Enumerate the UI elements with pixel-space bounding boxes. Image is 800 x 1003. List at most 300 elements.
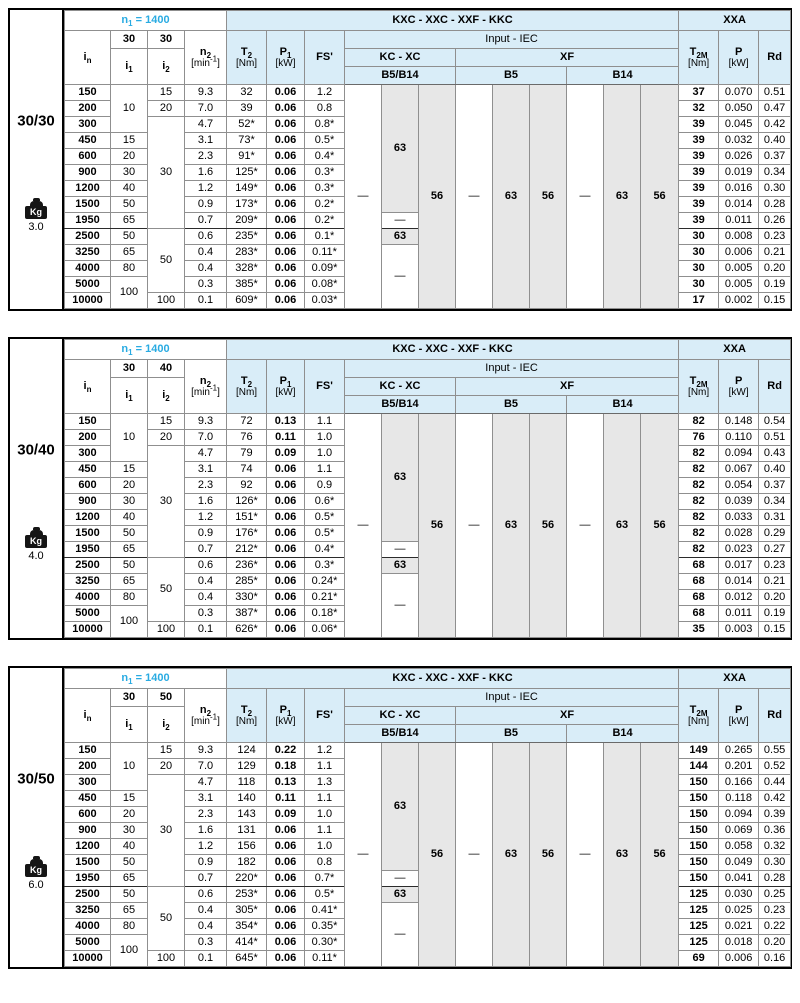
cell-fs: 0.35* — [305, 919, 345, 935]
cell-rd: 0.36 — [759, 823, 791, 839]
cell-in: 10000 — [65, 951, 111, 967]
cell-i1: 65 — [111, 245, 148, 261]
cell-p: 0.050 — [719, 101, 759, 117]
cell-t2m: 82 — [679, 478, 719, 494]
cell-in: 1500 — [65, 197, 111, 213]
cell-p: 0.094 — [719, 807, 759, 823]
cell-p: 0.032 — [719, 133, 759, 149]
cell-p1: 0.06 — [267, 197, 305, 213]
col-header-i1: $i_1$ — [111, 707, 148, 743]
weight-value: 4.0 — [28, 550, 44, 563]
cell-i2: 15 — [148, 414, 185, 430]
cell-p1: 0.06 — [267, 558, 305, 574]
cell-t2: 212* — [227, 542, 267, 558]
cell-n2: 0.3 — [185, 935, 227, 951]
cell-i1: 50 — [111, 887, 148, 903]
cell-in: 2500 — [65, 229, 111, 245]
cell-fs: 0.03* — [305, 293, 345, 309]
cell-i1: 40 — [111, 181, 148, 197]
cell-fs: 1.2 — [305, 743, 345, 759]
cell-fs: 0.4* — [305, 542, 345, 558]
cell-p: 0.003 — [719, 622, 759, 638]
cell-fs: 0.5* — [305, 526, 345, 542]
cell-t2m: 69 — [679, 951, 719, 967]
cell-i1: 80 — [111, 919, 148, 935]
cell-fs: 0.11* — [305, 951, 345, 967]
cell-in: 600 — [65, 478, 111, 494]
cell-t2: 126* — [227, 494, 267, 510]
kg-icon-body: Kg — [25, 535, 47, 548]
cell-i1: 65 — [111, 903, 148, 919]
cell-p: 0.018 — [719, 935, 759, 951]
cell-t2: 52* — [227, 117, 267, 133]
header-row-groups — [65, 31, 791, 49]
iec-motor-cell: — — [567, 743, 604, 967]
cell-p1: 0.09 — [267, 446, 305, 462]
cell-in: 1500 — [65, 526, 111, 542]
cell-p1: 0.11 — [267, 791, 305, 807]
table-block-30-30 — [8, 8, 792, 311]
table-row — [65, 414, 791, 430]
ratio-label-column — [10, 668, 64, 967]
iec-motor-cell: 56 — [419, 743, 456, 967]
cell-in: 150 — [65, 743, 111, 759]
cell-t2m: 150 — [679, 791, 719, 807]
cell-fs: 1.0 — [305, 807, 345, 823]
cell-t2: 32 — [227, 85, 267, 101]
spec-table — [64, 10, 791, 309]
cell-i1: 50 — [111, 526, 148, 542]
cell-p1: 0.06 — [267, 622, 305, 638]
cell-t2m: 30 — [679, 261, 719, 277]
cell-t2: 39 — [227, 101, 267, 117]
col-header-in: $i_n$ — [65, 689, 111, 743]
cell-t2m: 37 — [679, 85, 719, 101]
cell-p: 0.069 — [719, 823, 759, 839]
cell-rd: 0.29 — [759, 526, 791, 542]
col-header-n2: $n_2$ $[\min^{-1}]$ — [185, 31, 227, 85]
cell-rd: 0.22 — [759, 919, 791, 935]
col-header-p1: $P_1$ [kW] — [267, 689, 305, 743]
cell-p: 0.041 — [719, 871, 759, 887]
cell-fs: 0.4* — [305, 149, 345, 165]
cell-p1: 0.06 — [267, 951, 305, 967]
cell-n2: 4.7 — [185, 446, 227, 462]
cell-t2: 73* — [227, 133, 267, 149]
cell-fs: 0.2* — [305, 197, 345, 213]
cell-n2: 0.6 — [185, 558, 227, 574]
cell-t2m: 68 — [679, 590, 719, 606]
cell-t2m: 150 — [679, 823, 719, 839]
cell-p: 0.026 — [719, 149, 759, 165]
col-header-i1: $i_1$ — [111, 49, 148, 85]
cell-t2m: 68 — [679, 558, 719, 574]
b5-header: B5 — [456, 396, 567, 414]
cell-rd: 0.30 — [759, 855, 791, 871]
cell-n2: 3.1 — [185, 462, 227, 478]
cell-n2: 9.3 — [185, 414, 227, 430]
col-header-p1: $P_1$ [kW] — [267, 360, 305, 414]
iec-motor-cell: 63 — [382, 743, 419, 871]
cell-i1: 10 — [111, 85, 148, 133]
col-header-t2m: $T_{2M}$ [Nm] — [679, 31, 719, 85]
cell-i1: 15 — [111, 462, 148, 478]
n1-speed-header: $n_1 = 1400$ — [65, 340, 227, 360]
cell-t2m: 39 — [679, 197, 719, 213]
col-header-t2m: $T_{2M}$ [Nm] — [679, 360, 719, 414]
cell-p: 0.070 — [719, 85, 759, 101]
n1-speed-header: $n_1 = 1400$ — [65, 11, 227, 31]
cell-t2m: 82 — [679, 526, 719, 542]
input-iec-header: Input - IEC — [345, 689, 679, 707]
cell-p: 0.016 — [719, 181, 759, 197]
iec-motor-cell: 56 — [530, 85, 567, 309]
iec-motor-cell: 63 — [382, 85, 419, 213]
cell-rd: 0.37 — [759, 149, 791, 165]
col-header-t2m: $T_{2M}$ [Nm] — [679, 689, 719, 743]
cell-i2: 30 — [148, 446, 185, 558]
cell-rd: 0.21 — [759, 245, 791, 261]
cell-i2: 100 — [148, 293, 185, 309]
cell-t2: 156 — [227, 839, 267, 855]
cell-p: 0.265 — [719, 743, 759, 759]
cell-in: 1950 — [65, 871, 111, 887]
cell-i1: 30 — [111, 823, 148, 839]
cell-t2m: 32 — [679, 101, 719, 117]
cell-p1: 0.06 — [267, 165, 305, 181]
col-header-p: P [kW] — [719, 689, 759, 743]
cell-p: 0.049 — [719, 855, 759, 871]
cell-fs: 0.11* — [305, 245, 345, 261]
b5b14-header: B5/B14 — [345, 396, 456, 414]
iec-motor-cell: — — [567, 85, 604, 309]
cell-n2: 1.2 — [185, 181, 227, 197]
cell-p1: 0.22 — [267, 743, 305, 759]
cell-p1: 0.06 — [267, 855, 305, 871]
cell-t2: 151* — [227, 510, 267, 526]
cell-i1: 20 — [111, 807, 148, 823]
cell-t2m: 35 — [679, 622, 719, 638]
cell-fs: 0.8 — [305, 855, 345, 871]
col-header-in: $i_n$ — [65, 360, 111, 414]
cell-rd: 0.55 — [759, 743, 791, 759]
cell-p1: 0.06 — [267, 510, 305, 526]
cell-p: 0.008 — [719, 229, 759, 245]
cell-rd: 0.52 — [759, 759, 791, 775]
cell-n2: 9.3 — [185, 743, 227, 759]
cell-in: 1200 — [65, 839, 111, 855]
cell-p1: 0.13 — [267, 414, 305, 430]
cell-rd: 0.25 — [759, 887, 791, 903]
cell-rd: 0.34 — [759, 165, 791, 181]
cell-p1: 0.13 — [267, 775, 305, 791]
cell-i1: 80 — [111, 590, 148, 606]
cell-n2: 0.6 — [185, 229, 227, 245]
cell-rd: 0.23 — [759, 229, 791, 245]
cell-fs: 0.08* — [305, 277, 345, 293]
iec-motor-cell: — — [382, 542, 419, 558]
cell-rd: 0.23 — [759, 903, 791, 919]
iec-motor-cell: — — [382, 574, 419, 638]
cell-i2: 20 — [148, 759, 185, 775]
cell-p: 0.011 — [719, 606, 759, 622]
iec-motor-cell: 63 — [493, 85, 530, 309]
cell-t2m: 82 — [679, 542, 719, 558]
cell-t2m: 82 — [679, 446, 719, 462]
cell-p: 0.054 — [719, 478, 759, 494]
cell-t2: 285* — [227, 574, 267, 590]
cell-n2: 0.7 — [185, 213, 227, 229]
cell-fs: 0.7* — [305, 871, 345, 887]
cell-i1: 40 — [111, 510, 148, 526]
cell-p1: 0.06 — [267, 823, 305, 839]
cell-i1: 65 — [111, 213, 148, 229]
cell-t2m: 125 — [679, 887, 719, 903]
cell-t2: 131 — [227, 823, 267, 839]
cell-n2: 0.1 — [185, 951, 227, 967]
cell-i1: 50 — [111, 558, 148, 574]
col-header-i1: $i_1$ — [111, 378, 148, 414]
cell-fs: 0.5* — [305, 133, 345, 149]
cell-p1: 0.06 — [267, 229, 305, 245]
cell-t2: 92 — [227, 478, 267, 494]
cell-in: 2500 — [65, 887, 111, 903]
iec-motor-cell: 56 — [419, 85, 456, 309]
header-row-top — [65, 340, 791, 360]
col-header-n2: $n_2$ $[\min^{-1}]$ — [185, 360, 227, 414]
cell-p: 0.014 — [719, 574, 759, 590]
cell-i2: 30 — [148, 775, 185, 887]
b5b14-header: B5/B14 — [345, 67, 456, 85]
cell-i1: 65 — [111, 542, 148, 558]
ratio-label-column — [10, 10, 64, 309]
cell-p: 0.012 — [719, 590, 759, 606]
header-row-groups — [65, 360, 791, 378]
iec-motor-cell: — — [456, 414, 493, 638]
cell-i1: 80 — [111, 261, 148, 277]
series-title: KXC - XXC - XXF - KKC — [227, 340, 679, 360]
cell-t2: 143 — [227, 807, 267, 823]
cell-t2m: 150 — [679, 871, 719, 887]
cell-fs: 0.24* — [305, 574, 345, 590]
cell-t2m: 82 — [679, 414, 719, 430]
cell-p: 0.045 — [719, 117, 759, 133]
cell-p: 0.025 — [719, 903, 759, 919]
cell-t2m: 30 — [679, 277, 719, 293]
weight-indicator — [25, 198, 47, 233]
cell-t2: 414* — [227, 935, 267, 951]
iec-motor-cell: — — [382, 245, 419, 309]
cell-n2: 0.4 — [185, 903, 227, 919]
cell-rd: 0.16 — [759, 951, 791, 967]
cell-fs: 0.3* — [305, 558, 345, 574]
cell-t2: 330* — [227, 590, 267, 606]
cell-i1: 10 — [111, 414, 148, 462]
cell-rd: 0.39 — [759, 807, 791, 823]
cell-t2: 125* — [227, 165, 267, 181]
cell-t2m: 39 — [679, 181, 719, 197]
cell-n2: 7.0 — [185, 430, 227, 446]
cell-t2: 354* — [227, 919, 267, 935]
cell-p1: 0.06 — [267, 149, 305, 165]
cell-n2: 4.7 — [185, 775, 227, 791]
cell-in: 200 — [65, 430, 111, 446]
cell-in: 10000 — [65, 622, 111, 638]
cell-t2m: 39 — [679, 165, 719, 181]
cell-fs: 1.2 — [305, 85, 345, 101]
cell-i1: 10 — [111, 743, 148, 791]
cell-i2: 100 — [148, 951, 185, 967]
cell-p: 0.028 — [719, 526, 759, 542]
weight-value: 6.0 — [28, 879, 44, 892]
cell-i1: 20 — [111, 149, 148, 165]
cell-p1: 0.06 — [267, 181, 305, 197]
cell-rd: 0.20 — [759, 590, 791, 606]
i1-group-value: 30 — [111, 689, 148, 707]
xxa-title: XXA — [679, 669, 791, 689]
col-header-fs: FS' — [305, 31, 345, 85]
cell-p: 0.005 — [719, 261, 759, 277]
cell-fs: 0.18* — [305, 606, 345, 622]
cell-in: 150 — [65, 85, 111, 101]
cell-t2m: 68 — [679, 574, 719, 590]
cell-n2: 0.4 — [185, 245, 227, 261]
col-header-fs: FS' — [305, 689, 345, 743]
iec-motor-cell: — — [567, 414, 604, 638]
cell-rd: 0.43 — [759, 446, 791, 462]
cell-in: 200 — [65, 101, 111, 117]
kg-icon-body: Kg — [25, 206, 47, 219]
cell-n2: 3.1 — [185, 133, 227, 149]
header-row-top — [65, 11, 791, 31]
cell-n2: 0.7 — [185, 542, 227, 558]
cell-t2m: 39 — [679, 213, 719, 229]
cell-p1: 0.06 — [267, 935, 305, 951]
cell-t2: 283* — [227, 245, 267, 261]
cell-rd: 0.20 — [759, 261, 791, 277]
kg-weight-icon — [25, 527, 47, 548]
cell-in: 300 — [65, 446, 111, 462]
input-iec-header: Input - IEC — [345, 31, 679, 49]
cell-i1: 15 — [111, 791, 148, 807]
ratio-label: 30/40 — [17, 441, 55, 459]
cell-in: 5000 — [65, 935, 111, 951]
cell-p1: 0.06 — [267, 919, 305, 935]
col-header-t2: $T_2$ [Nm] — [227, 689, 267, 743]
cell-t2: 182 — [227, 855, 267, 871]
col-header-i2: $i_2$ — [148, 49, 185, 85]
cell-rd: 0.30 — [759, 181, 791, 197]
cell-rd: 0.51 — [759, 85, 791, 101]
cell-p1: 0.06 — [267, 887, 305, 903]
cell-n2: 0.7 — [185, 871, 227, 887]
cell-p1: 0.06 — [267, 478, 305, 494]
i1-group-value: 30 — [111, 31, 148, 49]
cell-fs: 0.1* — [305, 229, 345, 245]
cell-n2: 0.3 — [185, 277, 227, 293]
iec-motor-cell: 63 — [604, 85, 641, 309]
iec-motor-cell: 56 — [530, 743, 567, 967]
cell-i1: 30 — [111, 494, 148, 510]
cell-in: 1500 — [65, 855, 111, 871]
cell-fs: 0.6* — [305, 494, 345, 510]
cell-t2: 387* — [227, 606, 267, 622]
cell-n2: 1.6 — [185, 165, 227, 181]
cell-t2m: 125 — [679, 919, 719, 935]
cell-in: 3250 — [65, 903, 111, 919]
iec-motor-cell: — — [382, 871, 419, 887]
cell-fs: 1.0 — [305, 839, 345, 855]
weight-indicator — [25, 856, 47, 891]
cell-p1: 0.09 — [267, 807, 305, 823]
iec-motor-cell: 63 — [493, 414, 530, 638]
cell-n2: 0.3 — [185, 606, 227, 622]
spec-table — [64, 339, 791, 638]
cell-t2: 176* — [227, 526, 267, 542]
cell-t2: 149* — [227, 181, 267, 197]
cell-in: 4000 — [65, 590, 111, 606]
cell-n2: 0.4 — [185, 590, 227, 606]
cell-i1: 30 — [111, 165, 148, 181]
cell-i1: 40 — [111, 839, 148, 855]
cell-n2: 2.3 — [185, 478, 227, 494]
xf-header: XF — [456, 378, 679, 396]
table-block-30-50 — [8, 666, 792, 969]
col-header-rd: Rd — [759, 360, 791, 414]
xf-header: XF — [456, 707, 679, 725]
cell-fs: 0.41* — [305, 903, 345, 919]
iec-motor-cell: 63 — [382, 414, 419, 542]
spec-table — [64, 668, 791, 967]
cell-p: 0.166 — [719, 775, 759, 791]
weight-indicator — [25, 527, 47, 562]
cell-in: 450 — [65, 133, 111, 149]
cell-in: 4000 — [65, 261, 111, 277]
cell-p: 0.006 — [719, 245, 759, 261]
cell-t2: 609* — [227, 293, 267, 309]
cell-t2: 385* — [227, 277, 267, 293]
kg-icon-body: Kg — [25, 864, 47, 877]
cell-in: 150 — [65, 414, 111, 430]
col-header-i2: $i_2$ — [148, 707, 185, 743]
iec-motor-cell: 56 — [641, 743, 679, 967]
cell-rd: 0.31 — [759, 510, 791, 526]
cell-p1: 0.06 — [267, 839, 305, 855]
cell-rd: 0.42 — [759, 117, 791, 133]
cell-t2: 220* — [227, 871, 267, 887]
cell-p: 0.201 — [719, 759, 759, 775]
cell-t2: 236* — [227, 558, 267, 574]
series-title: KXC - XXC - XXF - KKC — [227, 669, 679, 689]
cell-p1: 0.06 — [267, 101, 305, 117]
i2-group-value: 40 — [148, 360, 185, 378]
cell-fs: 0.06* — [305, 622, 345, 638]
cell-i1: 50 — [111, 197, 148, 213]
cell-fs: 0.21* — [305, 590, 345, 606]
cell-p: 0.023 — [719, 542, 759, 558]
kc-xc-header: KC - XC — [345, 378, 456, 396]
cell-in: 200 — [65, 759, 111, 775]
cell-p1: 0.06 — [267, 277, 305, 293]
kg-weight-icon — [25, 198, 47, 219]
cell-in: 3250 — [65, 245, 111, 261]
table-row — [65, 85, 791, 101]
cell-p1: 0.06 — [267, 293, 305, 309]
iec-motor-cell: 63 — [604, 414, 641, 638]
cell-n2: 2.3 — [185, 149, 227, 165]
cell-t2: 305* — [227, 903, 267, 919]
cell-rd: 0.19 — [759, 277, 791, 293]
